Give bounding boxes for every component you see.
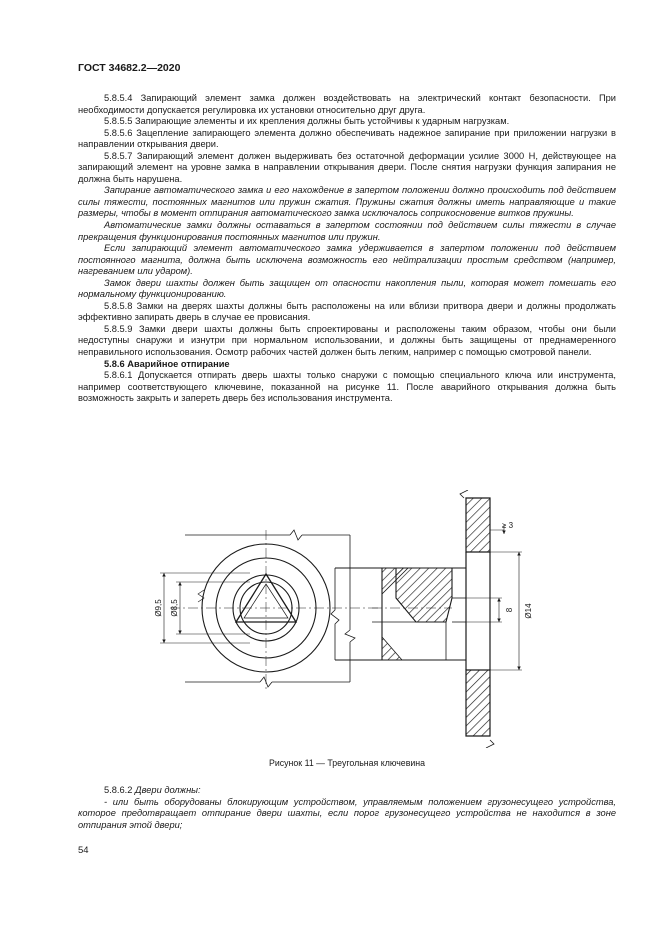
paragraph-5-8-5-4: 5.8.5.4 Запирающий элемент замка должен воздействовать на электрический контакт безопасности. При необходимости допускается регулировка их установки относительно друг друга. — [78, 93, 616, 115]
front-view — [160, 530, 380, 690]
paragraph-5-8-5-9: 5.8.5.9 Замки двери шахты должны быть спроектированы и расположены таким образом, чтобы они были недоступны снаружи и изнутри при нормальном использовании, и должны быть защищены от преднамеренного неправильного использования. Осмотр рабочих частей должен быть легким, например с помощью смотровой панели. — [78, 323, 616, 358]
lower-text — [78, 785, 616, 831]
section-heading-emergency-unlock: 5.8.6 Аварийное отпирание — [104, 358, 230, 369]
paragraph-auto-lock-magnet: Если запирающий элемент автоматического замка удерживается в запертом положении под действием постоянного магнита, должна быть исключена возможность его нейтрализации простым средством (например, нагреванием или ударом). — [78, 243, 616, 277]
dim-outer-diameter: Ø9,5 — [154, 599, 163, 617]
paragraph-auto-lock-state: Автоматические замки должны оставаться в запертом состоянии под действием силы тяжести в случае прекращения функционирования постоянных магнитов или пружин. — [78, 220, 616, 242]
paragraph-5-8-5-5: 5.8.5.5 Запирающие элементы и их крепления должны быть устойчивы к ударным нагрузкам. — [104, 116, 510, 127]
dim-depth: 8 — [505, 607, 514, 613]
dim-inner-diameter: Ø8,5 — [170, 599, 179, 617]
list-item-interlock: - или быть оборудованы блокирующим устройством, управляемым положением грузонесущего устройства, которое предотвращает отпирание двери шахты, если порог грузонесущего устройства не находится в зоне отпирания этой двери; — [78, 796, 616, 830]
side-view — [331, 568, 466, 660]
page-number: 54 — [78, 845, 89, 856]
paragraph-5-8-6-1: 5.8.6.1 Допускается отпирать дверь шахты только снаружи с помощью специального ключа или инструмента, например соответствующего ключевине, показанной на рисунке 11. После аварийного открывания должна быть возможность закрыть и запереть дверь без использования инструмента. — [78, 370, 616, 404]
paragraph-5-8-5-8: 5.8.5.8 Замки на дверях шахты должны быть расположены на или вблизи притвора двери и должны продолжать эффективно запирать дверь в случае ее провисания. — [78, 300, 616, 323]
paragraph-5-8-5-6: 5.8.5.6 Зацепление запирающего элемента должно обеспечивать надежное запирание при приложении нагрузки в направлении открывания двери. — [78, 127, 616, 150]
dim-slot-width: ≥ 3 — [502, 521, 514, 530]
triangular-key-drawing — [150, 490, 550, 748]
paragraph-dust-protection: Замок двери шахты должен быть защищен от опасности накопления пыли, которая может помешать его нормальному функционированию. — [78, 277, 616, 300]
body-text — [78, 93, 616, 405]
paragraph-5-8-6-2-number: 5.8.6.2 — [104, 785, 133, 795]
document-header: ГОСТ 34682.2—2020 — [78, 62, 181, 74]
paragraph-5-8-6-2-text: Двери должны: — [135, 785, 201, 795]
figure-caption: Рисунок 11 — Треугольная ключевина — [268, 758, 426, 768]
dim-plate-diameter: Ø14 — [524, 603, 533, 619]
paragraph-auto-lock-gravity: Запирание автоматического замка и его нахождение в запертом положении должно происходить под действием силы тяжести, постоянных магнитов или пружин сжатия. Пружины сжатия должны иметь направляющие и такие размеры, чтобы в момент отпирания автоматического замка исключалось соприкосновение витков пружины. — [78, 185, 616, 219]
paragraph-5-8-5-7: 5.8.5.7 Запирающий элемент должен выдерживать без остаточной деформации усилие 3000 Н, действующее на запирающий элемент на уровне замка в направлении открывания двери. После снятия нагрузки функция запирания не должна быть нарушена. — [78, 150, 616, 184]
